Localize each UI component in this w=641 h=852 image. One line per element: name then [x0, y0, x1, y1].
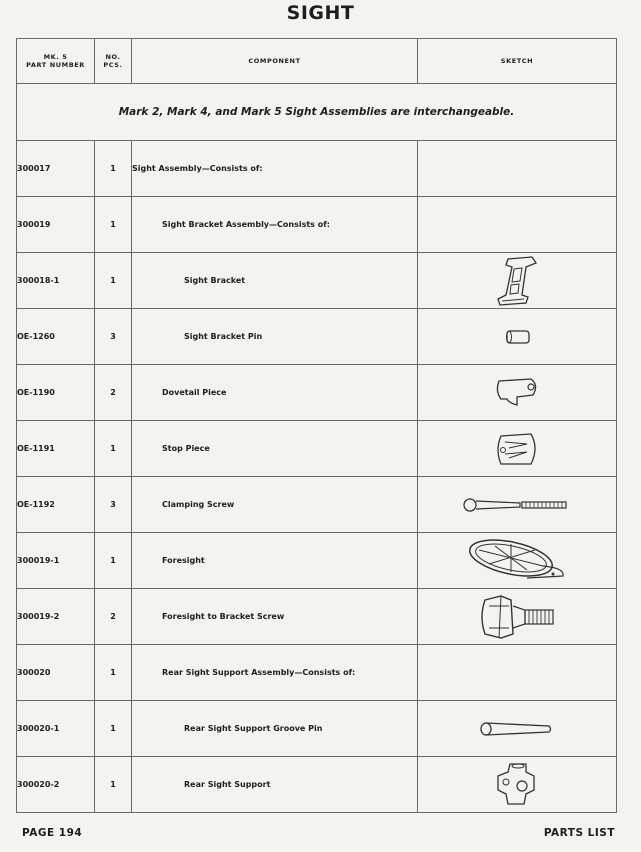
pin-icon — [499, 327, 535, 347]
hex-bolt-icon — [475, 592, 559, 642]
quantity: 1 — [95, 421, 132, 477]
page-title: SIGHT — [286, 2, 355, 24]
component-name: Stop Piece — [132, 421, 418, 477]
quantity: 1 — [95, 533, 132, 589]
sketch-cell — [418, 365, 617, 421]
table-header-row — [17, 39, 617, 84]
component-name: Sight Assembly—Consists of: — [132, 141, 418, 197]
component-name: Rear Sight Support Groove Pin — [132, 701, 418, 757]
part-number: OE-1192 — [17, 477, 95, 533]
table-row — [17, 533, 617, 589]
note-row — [17, 84, 617, 141]
dovetail-piece-icon — [491, 375, 543, 411]
part-number: 300020 — [17, 645, 95, 701]
header-part-number-line2: PART NUMBER — [26, 61, 85, 69]
header-part-number-line1: MK. 5 — [43, 53, 68, 61]
table-row — [17, 701, 617, 757]
groove-pin-icon — [479, 719, 555, 739]
sketch-cell — [418, 533, 617, 589]
part-number: 300017 — [17, 141, 95, 197]
quantity: 3 — [95, 309, 132, 365]
quantity: 1 — [95, 645, 132, 701]
component-name: Sight Bracket — [132, 253, 418, 309]
component-name: Dovetail Piece — [132, 365, 418, 421]
sketch-cell — [418, 757, 617, 813]
quantity: 2 — [95, 365, 132, 421]
part-number: 300020-1 — [17, 701, 95, 757]
table-row — [17, 421, 617, 477]
table-row — [17, 477, 617, 533]
sketch-cell — [418, 701, 617, 757]
header-pcs — [95, 39, 132, 84]
parts-table — [16, 38, 617, 813]
part-number: OE-1191 — [17, 421, 95, 477]
part-number: 300020-2 — [17, 757, 95, 813]
sketch-cell — [418, 141, 617, 197]
quantity: 1 — [95, 253, 132, 309]
table-row — [17, 253, 617, 309]
foresight-icon — [465, 536, 569, 586]
part-number: 300019-1 — [17, 533, 95, 589]
part-number: 300019-2 — [17, 589, 95, 645]
quantity: 2 — [95, 589, 132, 645]
table-row — [17, 309, 617, 365]
component-name: Sight Bracket Assembly—Consists of: — [132, 197, 418, 253]
header-sketch: SKETCH — [418, 39, 617, 84]
component-name: Foresight to Bracket Screw — [132, 589, 418, 645]
table-row — [17, 645, 617, 701]
part-number: 300019 — [17, 197, 95, 253]
component-name: Clamping Screw — [132, 477, 418, 533]
component-name: Sight Bracket Pin — [132, 309, 418, 365]
sketch-cell — [418, 589, 617, 645]
table-row — [17, 197, 617, 253]
sketch-cell — [418, 309, 617, 365]
clamping-screw-icon — [462, 495, 572, 515]
table-row — [17, 589, 617, 645]
stop-piece-icon — [491, 430, 543, 468]
table-row — [17, 141, 617, 197]
sketch-cell — [418, 253, 617, 309]
page-number: PAGE 194 — [22, 827, 83, 839]
header-part-number — [17, 39, 95, 84]
quantity: 1 — [95, 757, 132, 813]
component-name: Foresight — [132, 533, 418, 589]
quantity: 1 — [95, 197, 132, 253]
part-number: 300018-1 — [17, 253, 95, 309]
header-component: COMPONENT — [132, 39, 418, 84]
sketch-cell — [418, 645, 617, 701]
table-row — [17, 757, 617, 813]
sight-bracket-icon — [492, 255, 542, 307]
quantity: 1 — [95, 141, 132, 197]
part-number: OE-1190 — [17, 365, 95, 421]
header-pcs-line2: PCS. — [103, 61, 123, 69]
quantity: 3 — [95, 477, 132, 533]
section-label: PARTS LIST — [543, 827, 615, 839]
rear-sight-support-icon — [492, 760, 542, 810]
table-row — [17, 365, 617, 421]
quantity: 1 — [95, 701, 132, 757]
component-name: Rear Sight Support Assembly—Consists of: — [132, 645, 418, 701]
header-pcs-line1: NO. — [105, 53, 121, 61]
sketch-cell — [418, 477, 617, 533]
interchangeable-note: Mark 2, Mark 4, and Mark 5 Sight Assemblies are interchangeable. — [17, 84, 617, 141]
component-name: Rear Sight Support — [132, 757, 418, 813]
sketch-cell — [418, 421, 617, 477]
part-number: OE-1260 — [17, 309, 95, 365]
sketch-cell — [418, 197, 617, 253]
